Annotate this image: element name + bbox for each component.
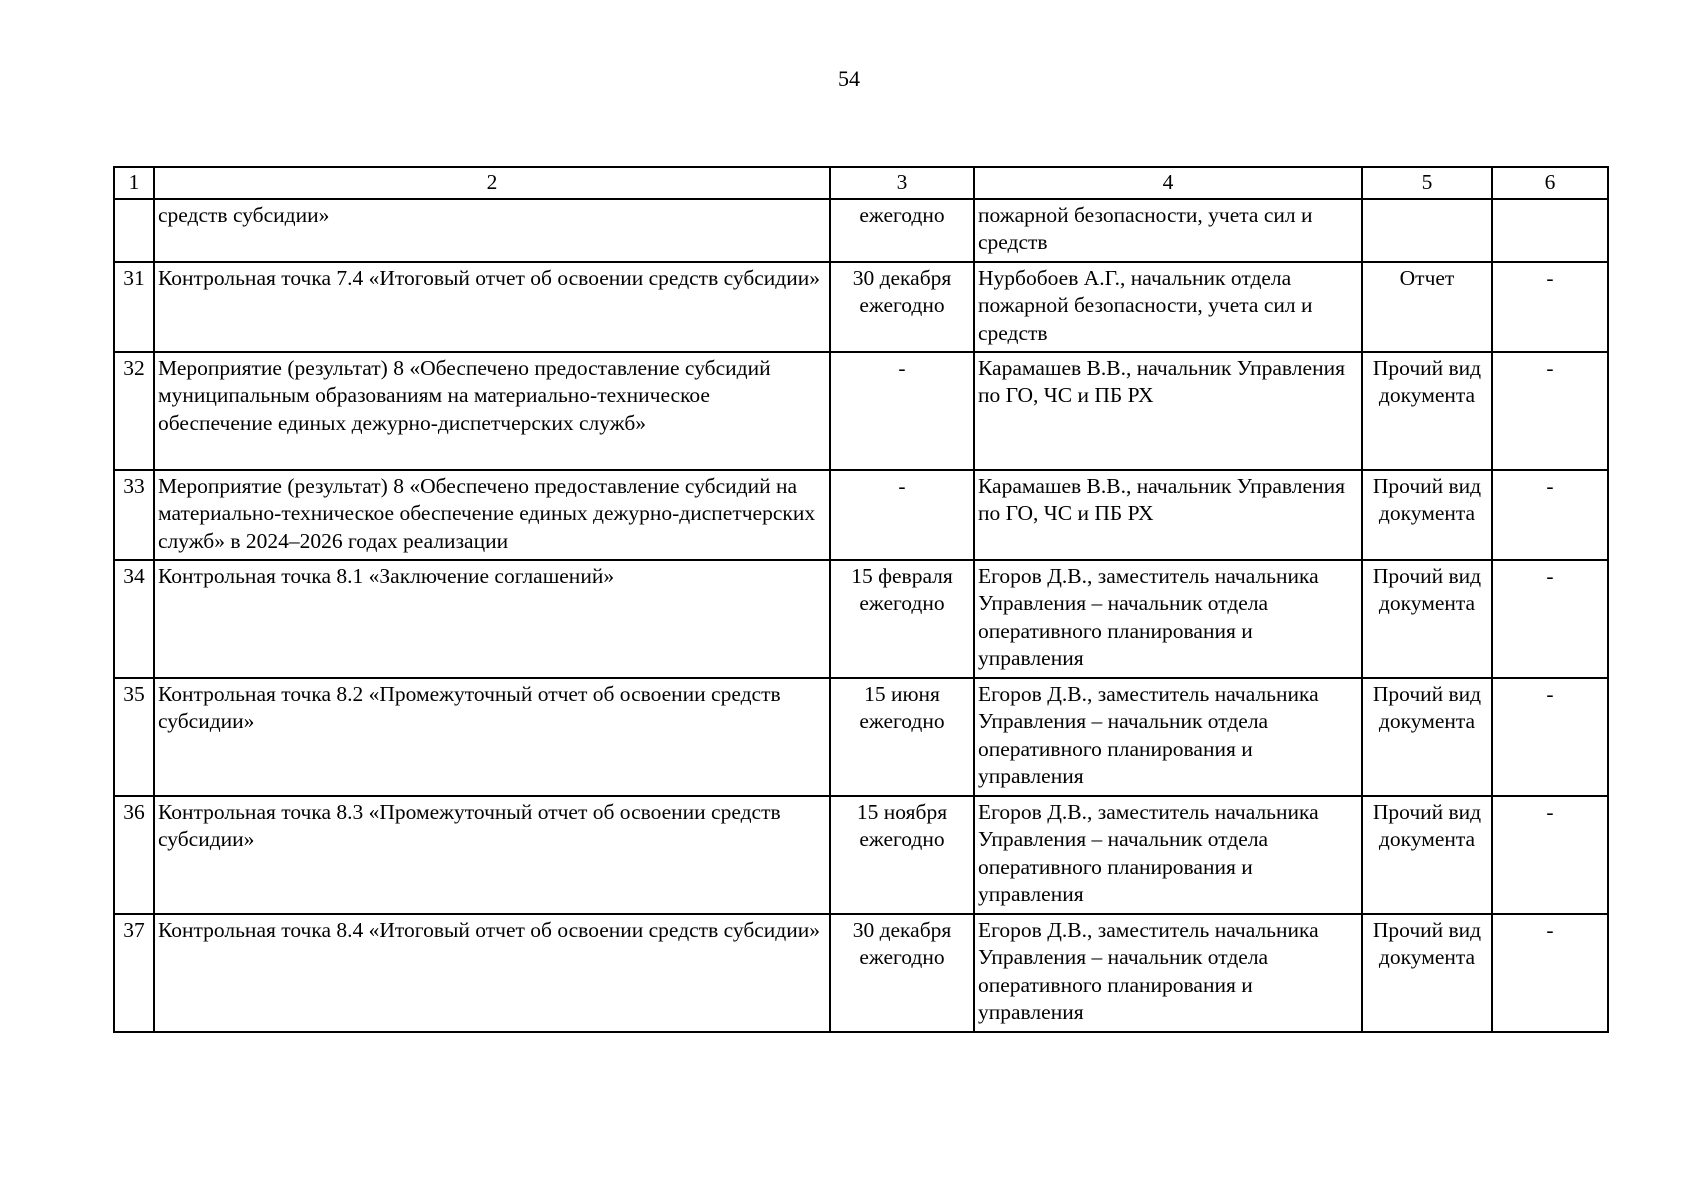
- row-info: -: [1492, 678, 1608, 796]
- row-number: [114, 199, 154, 262]
- row-responsible: Егоров Д.В., заместитель начальника Управления – начальник отдела оперативного планирования и управления: [974, 914, 1362, 1032]
- row-name: средств субсидии»: [154, 199, 830, 262]
- row-date: -: [830, 470, 974, 560]
- table-row: [114, 470, 1608, 560]
- header-col-3: 3: [830, 167, 974, 199]
- row-number: 36: [114, 796, 154, 914]
- row-name: Контрольная точка 8.4 «Итоговый отчет об освоении средств субсидии»: [154, 914, 830, 1032]
- row-name: Контрольная точка 8.1 «Заключение соглашений»: [154, 560, 830, 678]
- row-name: Контрольная точка 8.3 «Промежуточный отчет об освоении средств субсидии»: [154, 796, 830, 914]
- row-responsible: Егоров Д.В., заместитель начальника Управления – начальник отдела оперативного планирования и управления: [974, 560, 1362, 678]
- header-col-1: 1: [114, 167, 154, 199]
- row-document: Прочий вид документа: [1362, 352, 1492, 470]
- table-row: [114, 560, 1608, 678]
- row-name: Мероприятие (результат) 8 «Обеспечено предоставление субсидий на материально-техническое обеспечение единых дежурно-диспетчерских служб» в 2024–2026 годах реализации: [154, 470, 830, 560]
- row-document: Прочий вид документа: [1362, 470, 1492, 560]
- row-info: [1492, 199, 1608, 262]
- row-responsible: Нурбобоев А.Г., начальник отдела пожарной безопасности, учета сил и средств: [974, 262, 1362, 352]
- row-date: 15 июня ежегодно: [830, 678, 974, 796]
- row-info: -: [1492, 352, 1608, 470]
- header-col-5: 5: [1362, 167, 1492, 199]
- row-date: ежегодно: [830, 199, 974, 262]
- table-row: [114, 914, 1608, 1032]
- row-date: -: [830, 352, 974, 470]
- row-number: 32: [114, 352, 154, 470]
- row-document: Отчет: [1362, 262, 1492, 352]
- row-responsible: Карамашев В.В., начальник Управления по ГО, ЧС и ПБ РХ: [974, 352, 1362, 470]
- row-date: 30 декабря ежегодно: [830, 914, 974, 1032]
- row-date: 15 февраля ежегодно: [830, 560, 974, 678]
- table-row: [114, 678, 1608, 796]
- table-row: [114, 796, 1608, 914]
- page-number: 54: [838, 66, 860, 91]
- row-document: Прочий вид документа: [1362, 560, 1492, 678]
- row-info: -: [1492, 262, 1608, 352]
- row-info: -: [1492, 560, 1608, 678]
- row-document: [1362, 199, 1492, 262]
- row-info: -: [1492, 914, 1608, 1032]
- table-row: [114, 199, 1608, 262]
- header-col-6: 6: [1492, 167, 1608, 199]
- row-date: 30 декабря ежегодно: [830, 262, 974, 352]
- row-number: 35: [114, 678, 154, 796]
- header-col-2: 2: [154, 167, 830, 199]
- row-responsible: Егоров Д.В., заместитель начальника Управления – начальник отдела оперативного планирования и управления: [974, 796, 1362, 914]
- row-name: Контрольная точка 8.2 «Промежуточный отчет об освоении средств субсидии»: [154, 678, 830, 796]
- row-number: 33: [114, 470, 154, 560]
- row-name: Мероприятие (результат) 8 «Обеспечено предоставление субсидий муниципальным образованиям на материально-техническое обеспечение единых дежурно-диспетчерских служб»: [154, 352, 830, 470]
- row-document: Прочий вид документа: [1362, 914, 1492, 1032]
- plan-table: [113, 166, 1609, 1033]
- table-row: [114, 262, 1608, 352]
- row-document: Прочий вид документа: [1362, 796, 1492, 914]
- header-col-4: 4: [974, 167, 1362, 199]
- row-info: -: [1492, 796, 1608, 914]
- row-responsible: Егоров Д.В., заместитель начальника Управления – начальник отдела оперативного планирования и управления: [974, 678, 1362, 796]
- row-date: 15 ноября ежегодно: [830, 796, 974, 914]
- row-number: 31: [114, 262, 154, 352]
- row-responsible: Карамашев В.В., начальник Управления по ГО, ЧС и ПБ РХ: [974, 470, 1362, 560]
- table-row: [114, 352, 1608, 470]
- row-info: -: [1492, 470, 1608, 560]
- row-number: 37: [114, 914, 154, 1032]
- row-name: Контрольная точка 7.4 «Итоговый отчет об освоении средств субсидии»: [154, 262, 830, 352]
- row-document: Прочий вид документа: [1362, 678, 1492, 796]
- table-header-row: [114, 167, 1608, 199]
- row-number: 34: [114, 560, 154, 678]
- row-responsible: пожарной безопасности, учета сил и средств: [974, 199, 1362, 262]
